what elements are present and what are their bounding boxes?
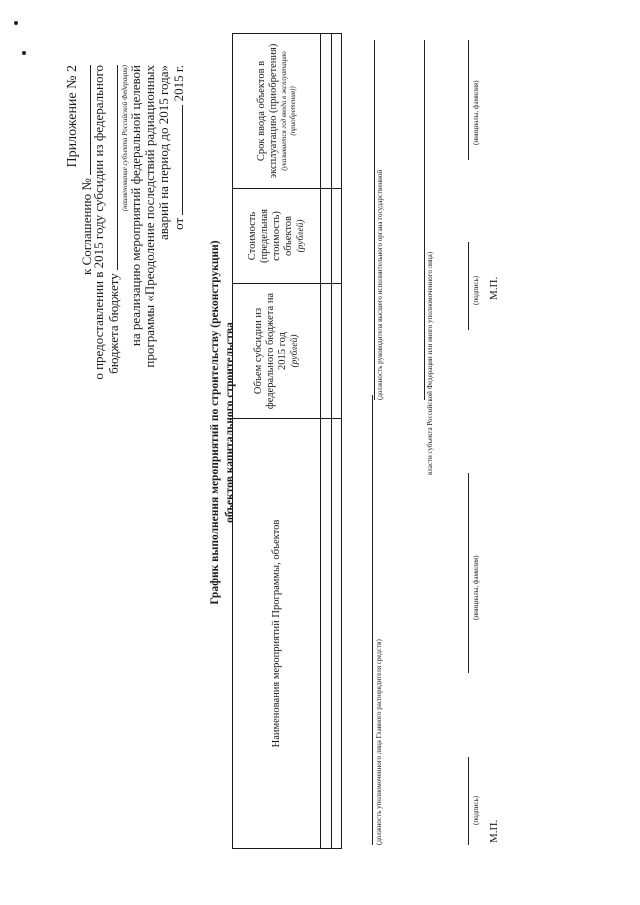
name-caption: (инициалы, фамилия) bbox=[472, 80, 480, 145]
authority-line bbox=[424, 40, 425, 400]
scan-speck bbox=[14, 21, 18, 25]
column-header-measures bbox=[233, 419, 321, 849]
date-blank bbox=[171, 105, 183, 215]
table-cell bbox=[331, 189, 342, 284]
intro-line: о предоставлении в 2015 году субсидии из федерального bbox=[91, 65, 106, 380]
appendix-number: Приложение № 2 bbox=[65, 65, 80, 168]
table-cell bbox=[321, 34, 332, 189]
subject-caption: (наименование субъекта Российской Федерации) bbox=[121, 65, 129, 212]
column-header-text: Стоимость (предельная стоимость) объектов bbox=[246, 208, 294, 264]
table-header-row bbox=[233, 34, 321, 849]
scan-speck bbox=[22, 51, 26, 55]
column-unit: (рублей) bbox=[295, 219, 306, 253]
date-suffix: 2015 г. bbox=[171, 65, 186, 102]
column-header-deadline bbox=[233, 34, 321, 189]
table-row bbox=[321, 34, 332, 849]
column-header-text: Срок ввода объектов в эксплуатацию (приобретения) bbox=[255, 43, 279, 179]
column-unit: (указывается год ввода в эксплуатацию (приобретения)) bbox=[279, 51, 297, 171]
position-caption: (должность руководителя высшего исполнительного органа государственной bbox=[376, 169, 384, 400]
signature-caption: (подпись) bbox=[472, 795, 480, 825]
column-header-subsidy bbox=[233, 284, 321, 419]
date-prefix: от bbox=[171, 217, 186, 230]
name-line bbox=[468, 473, 469, 673]
column-header-text: Наименования мероприятий Программы, объектов bbox=[270, 519, 282, 748]
column-unit: (рублей) bbox=[289, 334, 300, 368]
position-line bbox=[372, 395, 373, 845]
document-title: График выполнения мероприятий по строительству (реконструкции) bbox=[209, 240, 221, 605]
signature-caption: (подпись) bbox=[472, 275, 480, 305]
agreement-number-blank bbox=[79, 65, 91, 175]
document-subtitle: объектов капитального строительства bbox=[224, 322, 236, 523]
signature-line bbox=[468, 242, 469, 330]
name-caption: (инициалы, фамилия) bbox=[472, 555, 480, 620]
table-cell bbox=[321, 189, 332, 284]
stamp-place: М.П. bbox=[488, 819, 500, 843]
program-line: программы «Преодоление последствий радиационных bbox=[142, 65, 157, 368]
program-line: на реализацию мероприятий федеральной целевой bbox=[128, 65, 143, 347]
signature-line bbox=[468, 757, 469, 845]
authority-caption: власти субъекта Российской Федерации или иного уполномоченного лица) bbox=[426, 251, 434, 475]
name-line bbox=[468, 40, 469, 160]
column-header-cost bbox=[233, 189, 321, 284]
agreement-date bbox=[171, 65, 186, 230]
table-cell bbox=[331, 284, 342, 419]
table-cell bbox=[321, 419, 332, 849]
stamp-place: М.П. bbox=[488, 276, 500, 300]
table-row bbox=[331, 34, 342, 849]
subject-name-blank bbox=[106, 65, 118, 270]
table-cell bbox=[331, 34, 342, 189]
intro-line-text: бюджета бюджету bbox=[106, 273, 121, 374]
column-header-text: Объем субсидии из федерального бюджета на 2015 год bbox=[252, 292, 288, 410]
intro-line bbox=[106, 65, 121, 374]
table-cell bbox=[331, 419, 342, 849]
table-cell bbox=[321, 284, 332, 419]
program-line: аварий на период до 2015 года» bbox=[156, 65, 171, 240]
position-caption: (должность уполномоченного лица Главного распорядителя средств) bbox=[375, 639, 383, 845]
schedule-table bbox=[232, 33, 342, 849]
agreement-label: к Соглашению № bbox=[79, 178, 94, 275]
position-line bbox=[374, 40, 375, 400]
